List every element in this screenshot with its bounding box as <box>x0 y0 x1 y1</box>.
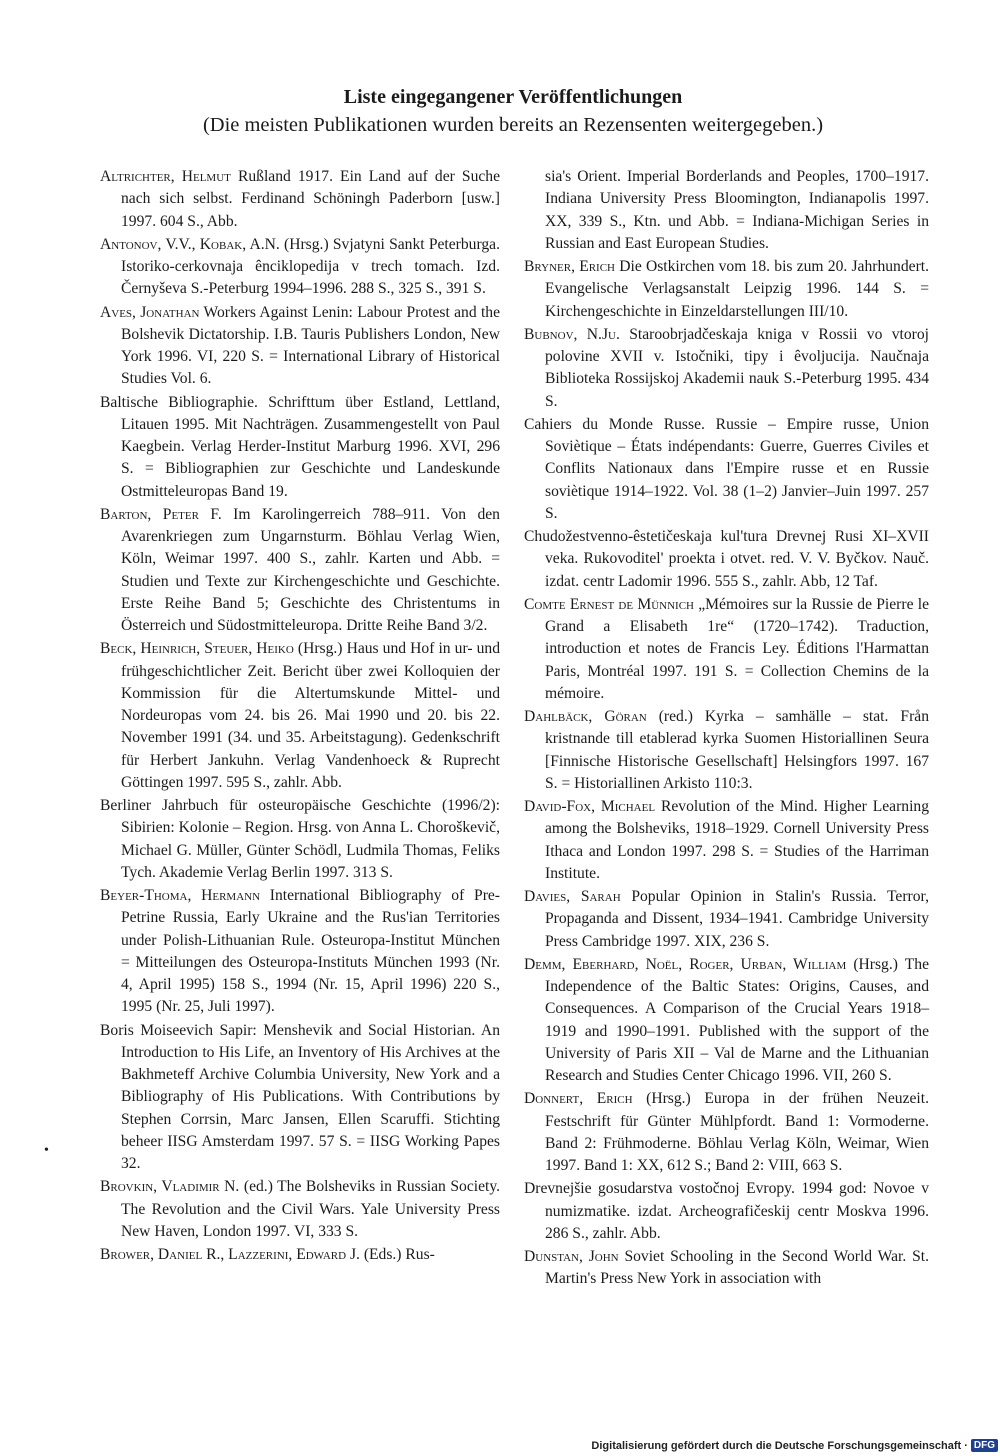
bibliography-entry <box>524 1246 929 1291</box>
entry-text: (ed.) The Bolsheviks in Russian Society. The Revolution and the Civil Wars. Yale University Press New Haven, London 1997. VI, 333 S. <box>121 1178 501 1240</box>
entry-author: Bryner, Erich <box>524 258 616 275</box>
entry-author: Beck, Heinrich, Steuer, Heiko <box>100 640 294 658</box>
dfg-logo: DFG <box>971 1439 998 1452</box>
bibliography-entry <box>100 392 500 503</box>
entry-text: (Hrsg.) Haus und Hof in ur- und frühgeschichtlicher Zeit. Bericht über zwei Kolloquien der Kommission für die Altertumskunde Mittel- und Nordeuropas vom 24. bis 26. Mai 1990 und 20. bis 22. November 1991 (34. und 35. Arbeitstagung). Gedenkschrift für Herbert Jankuhn. Verlag Vandenhoeck & Ruprecht Göttingen 1997. 595 S., zahlr. Abb. <box>121 640 500 791</box>
entry-text: (Eds.) Rus- <box>359 1246 435 1263</box>
entry-text: International Bibliography of Pre-Petrine Russia, Early Ukraine and the Rus'ian Territories under Polish-Lithuanian Rule. Osteuropa-Institut München = Mitteilungen des Osteuropa-Instituts München 1993 (Nr. 4, April 1995) 158 S., 1994 (Nr. 15, April 1996) 220 S., 1995 (Nr. 25, Juli 1997). <box>121 887 500 1016</box>
bibliography-entry <box>100 302 500 391</box>
entry-author: Beyer-Thoma, Hermann <box>100 887 261 904</box>
entry-text: (Hrsg.) The Independence of the Baltic States: Origins, Causes, and Consequences. A Comparison of the Crucial Years 1918–1919 and 1990–1991. Published with the support of the University of Paris XII – Val de Marne and the Lithuanian Research and Studies Center Chicago 1996. VII, 260 S. <box>545 955 929 1084</box>
bibliography-entry <box>524 256 929 323</box>
entry-text: F. Im Karolingerreich 788–911. Von den Avarenkriegen zum Ungarnsturm. Böhlau Verlag Wien, Köln, Weimar 1997. 400 S., zahlr. Karten und Abb. = Studien und Texte zur Kirchengeschichte und Geschichte. Erste Reihe Band 5; Geschichte des Christentums in Österreich und Südostmitteleuropa. Dritte Reihe Band 3/2. <box>121 505 500 634</box>
entry-author: Bubnov, N.Ju. <box>524 325 620 343</box>
entry-text: Cahiers du Monde Russe. Russie – Empire russe, Union Soviètique – États indépendants: Guerre, Guerres Civiles et Conflits Nationaux dans l'Empire russe et en Russie soviètique 1914–1922. Vol. 38 (1–2) Janvier–Juin 1997. 257 S. <box>524 415 929 522</box>
bibliography-entry <box>524 1088 929 1177</box>
entry-author: Dunstan, John <box>524 1248 619 1265</box>
entry-text: Rußland 1917. Ein Land auf der Suche nach sich selbst. Ferdinand Schöningh Paderborn [usw.] 1997. 604 S., Abb. <box>121 168 501 230</box>
right-column <box>524 166 929 1292</box>
bibliography-entry <box>100 795 500 884</box>
entry-text: (red.) Kyrka – samhälle – stat. Från kristnande till etablerad kyrka Suomen Historiallinen Seura [Finnische Historische Gesellschaft] Helsingfors 1997. 167 S. = Historiallinen Arkisto 110:3. <box>545 708 929 792</box>
bibliography-entry <box>524 526 929 593</box>
entry-author: Comte Ernest de Münnich <box>524 595 694 613</box>
bibliography-entry <box>524 886 929 953</box>
entry-text: Baltische Bibliographie. Schrifttum über Estland, Lettland, Litauen 1995. Mit Nachträgen. Zusammengestellt von Paul Kaegbein. Verlag Herder-Institut Marburg 1996. XVI, 296 S. = Bibliographien zur Geschichte und Landeskunde Ostmitteleuropas Band 19. <box>100 393 500 500</box>
bibliography-entry <box>100 885 500 1019</box>
entry-author: Brower, Daniel R., Lazzerini, Edward J. <box>100 1246 360 1263</box>
entry-author: Donnert, Erich <box>524 1090 633 1108</box>
bibliography-entry <box>524 796 929 885</box>
entry-text: „Mémoires sur la Russie de Pierre le Grand a Elisabeth 1re“ (1720–1742). Traduction, introduction et notes de Francis Ley. Éditions l'Harmattan Paris, Montréal 1997. 191 S. = Collection Chemins de la mémoire. <box>545 595 929 702</box>
entry-text: Staroobrjadčeskaja kniga v Rossii vo vtoroj polovine XVII v. Istočniki, tipy i êvoljucija. Naučnaja Biblioteka Rossijskoj Akademii nauk S.-Peterburg 1995. 434 S. <box>545 325 929 410</box>
entry-text: (Hrsg.) Svjatyni Sankt Peterburga. Istoriko-cerkovnaja ênciklopedija v trech tomach. Izd. Černyševa S.-Peterburg 1994–1996. 288 S., 325 S., 391 S. <box>121 235 500 298</box>
bibliography-entry <box>524 1178 929 1245</box>
entry-text: Workers Against Lenin: Labour Protest and the Bolshevik Dictatorship. I.B. Tauris Publishers London, New York 1996. VI, 220 S. = International Library of Historical Studies Vol. 6. <box>121 303 500 388</box>
entry-text: Berliner Jahrbuch für osteuropäische Geschichte (1996/2): Sibirien: Kolonie – Region. Hrsg. von Anna L. Choroškevič, Michael G. Müller, Günter Schödl, Ludmila Thomas, Feliks Tych. Akademie Verlag Berlin 1997. 313 S. <box>100 797 500 881</box>
page-title: Liste eingegangener Veröffentlichungen <box>343 86 683 108</box>
bibliography-entry <box>524 324 929 413</box>
entry-text: Boris Moiseevich Sapir: Menshevik and Social Historian. An Introduction to His Life, an Inventory of His Archives at the Bakhmeteff Archive Columbia University, New York and a Bibliography of His Publications. With Contributions by Stephen Corrsin, Marc Jansen, Ellen Scaruffi. Stichting beheer IISG Amsterdam 1997. 57 S. = IISG Working Papes 32. <box>100 1021 500 1172</box>
entry-author: Antonov, V.V., Kobak, A.N. <box>100 235 280 253</box>
entry-author: Davies, Sarah <box>524 888 621 905</box>
entry-author: Brovkin, Vladimir N. <box>100 1178 240 1196</box>
bibliography-entry <box>524 954 929 1088</box>
footer-text: Digitalisierung gefördert durch die Deutsche Forschungsgemeinschaft <box>591 1439 962 1452</box>
bibliography-entry <box>100 504 500 638</box>
bibliography-entry <box>100 1176 500 1243</box>
bibliography-entry <box>100 1244 500 1266</box>
entry-author: Altrichter, Helmut <box>100 168 231 185</box>
entry-author: Barton, Peter <box>100 505 199 523</box>
entry-text: (Hrsg.) Europa in der frühen Neuzeit. Festschrift für Günter Mühlpfordt. Band 1: Vormoderne. Band 2: Frühmoderne. Böhlau Verlag Köln, Weimar, Wien 1997. Band 1: XX, 612 S.; Band 2: VIII, 663 S. <box>545 1090 929 1174</box>
bibliography-entry <box>524 414 929 525</box>
bibliography-entry <box>524 706 929 795</box>
entry-author: Aves, Jonathan <box>100 303 200 321</box>
bibliography-entry <box>100 1020 500 1176</box>
entry-text: sia's Orient. Imperial Borderlands and Peoples, 1700–1917. Indiana University Press Bloomington, Indianapolis 1997. XX, 339 S., Ktn. und Abb. = Indiana-Michigan Series in Russian and East European Studies. <box>545 168 929 252</box>
entry-author: David-Fox, Michael <box>524 798 656 815</box>
bibliography-entry <box>524 166 929 255</box>
page-subtitle: (Die meisten Publikationen wurden bereits an Rezensenten weitergegeben.) <box>202 114 824 136</box>
entry-text: Die Ostkirchen vom 18. bis zum 20. Jahrhundert. Evangelische Verlagsanstalt Leipzig 1996. 144 S. = Kirchengeschichte in Einzeldarstellungen III/10. <box>545 258 930 320</box>
entry-text: Popular Opinion in Stalin's Russia. Terror, Propaganda and Dissent, 1934–1941. Cambridge University Press Cambridge 1997. XIX, 236 S. <box>545 888 929 950</box>
bibliography-entry <box>100 638 500 794</box>
entry-author: Dahlbäck, Göran <box>524 708 647 725</box>
bibliography-entry <box>100 234 500 301</box>
entry-text: Drevnejšie gosudarstva vostočnoj Evropy. 1994 god: Novoe v numizmatike. izdat. Archeografičeskij centr Moskva 1996. 286 S., zahlr. Abb. <box>524 1180 929 1242</box>
stray-mark: • <box>44 1143 49 1158</box>
bibliography-entry <box>524 594 929 705</box>
footer: Digitalisierung gefördert durch die Deutsche Forschungsgemeinschaft · DFG <box>591 1439 998 1452</box>
left-column <box>100 166 500 1267</box>
entry-text: Chudožestvenno-êstetičeskaja kul'tura Drevnej Rusi XI–XVII veka. Rukovoditel' proekta i otvet. red. V. V. Byčkov. Nauč. izdat. centr Ladomir 1996. 555 S., zahlr. Abb, 12 Taf. <box>524 528 929 590</box>
bibliography-entry <box>100 166 500 233</box>
entry-author: Demm, Eberhard, Noël, Roger, Urban, William <box>524 955 847 973</box>
entry-text: Soviet Schooling in the Second World War. St. Martin's Press New York in association with <box>545 1248 929 1288</box>
entry-text: Revolution of the Mind. Higher Learning among the Bolsheviks, 1918–1929. Cornell University Press Ithaca and London 1997. 298 S. = Studies of the Harriman Institute. <box>545 798 929 882</box>
